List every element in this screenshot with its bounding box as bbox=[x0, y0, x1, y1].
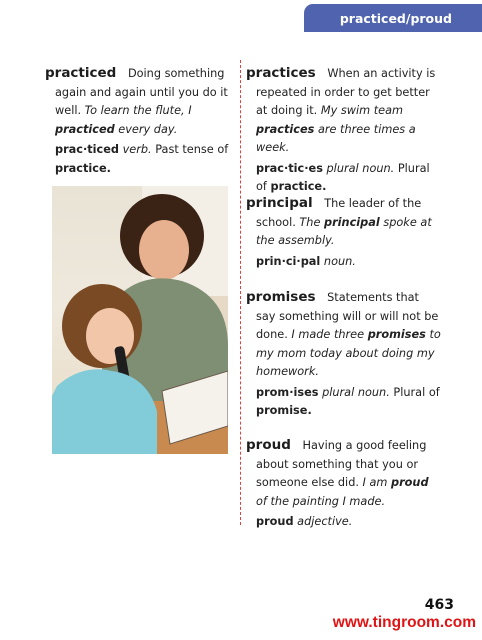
watermark-url[interactable]: www.tingroom.com bbox=[332, 614, 476, 631]
column-divider bbox=[240, 60, 241, 525]
photo-girl-playing-recorder bbox=[52, 186, 228, 454]
entry-principal bbox=[246, 194, 441, 271]
entry-promises bbox=[246, 288, 441, 421]
syllabification-line bbox=[246, 384, 441, 421]
page-number: 463 bbox=[424, 597, 454, 613]
syllabification-line bbox=[246, 253, 441, 272]
syllables: prom·ises bbox=[256, 385, 319, 399]
headword: promises bbox=[246, 289, 316, 305]
definition: Having a good feeling about something that you or someone else did. bbox=[256, 439, 427, 489]
example-sentence: I am proud of the painting I made. bbox=[256, 476, 429, 508]
photo-illustration bbox=[52, 186, 228, 454]
page-header-tab bbox=[304, 4, 482, 32]
part-of-speech: plural noun. bbox=[326, 161, 395, 175]
syllables: prac·ticed bbox=[55, 143, 119, 156]
definition: Statements that say something will or will not be done. bbox=[256, 291, 439, 341]
syllables: prin·ci·pal bbox=[256, 254, 321, 268]
part-of-speech: adjective. bbox=[297, 515, 353, 528]
entry-proud bbox=[246, 436, 441, 532]
note: Plural of bbox=[256, 161, 430, 193]
definition: Doing something again and again until you do it well. bbox=[55, 67, 228, 117]
headword: proud bbox=[246, 437, 291, 453]
note: Past tense of bbox=[155, 143, 229, 156]
part-of-speech: plural noun. bbox=[322, 385, 390, 399]
syllabification-line bbox=[45, 141, 230, 178]
entry-practices bbox=[246, 64, 441, 197]
cross-reference: promise. bbox=[256, 404, 312, 417]
headword: principal bbox=[246, 195, 313, 211]
part-of-speech: noun. bbox=[323, 254, 356, 268]
example-sentence: The principal spoke at the assembly. bbox=[256, 215, 432, 247]
syllabification-line bbox=[246, 160, 441, 197]
cross-reference: practice. bbox=[270, 180, 327, 193]
entry-practiced bbox=[45, 64, 230, 178]
headword: practices bbox=[246, 65, 316, 81]
syllabification-line bbox=[246, 513, 441, 532]
part-of-speech: verb. bbox=[122, 143, 152, 156]
definition: The leader of the school. bbox=[256, 197, 422, 229]
header-guide-words: practiced/proud bbox=[339, 10, 452, 26]
example-sentence: I made three promises to my mom today about doing my homework. bbox=[256, 328, 441, 378]
definition: When an activity is repeated in order to get better at doing it. bbox=[256, 67, 436, 117]
headword: practiced bbox=[45, 65, 117, 81]
syllables: prac·tic·es bbox=[256, 161, 323, 175]
note: Plural of bbox=[393, 385, 440, 399]
syllables: proud bbox=[256, 515, 294, 528]
cross-reference: practice. bbox=[55, 161, 111, 175]
example-sentence: To learn the flute, I practiced every day. bbox=[55, 104, 192, 136]
example-sentence: My swim team practices are three times a week. bbox=[256, 104, 416, 154]
